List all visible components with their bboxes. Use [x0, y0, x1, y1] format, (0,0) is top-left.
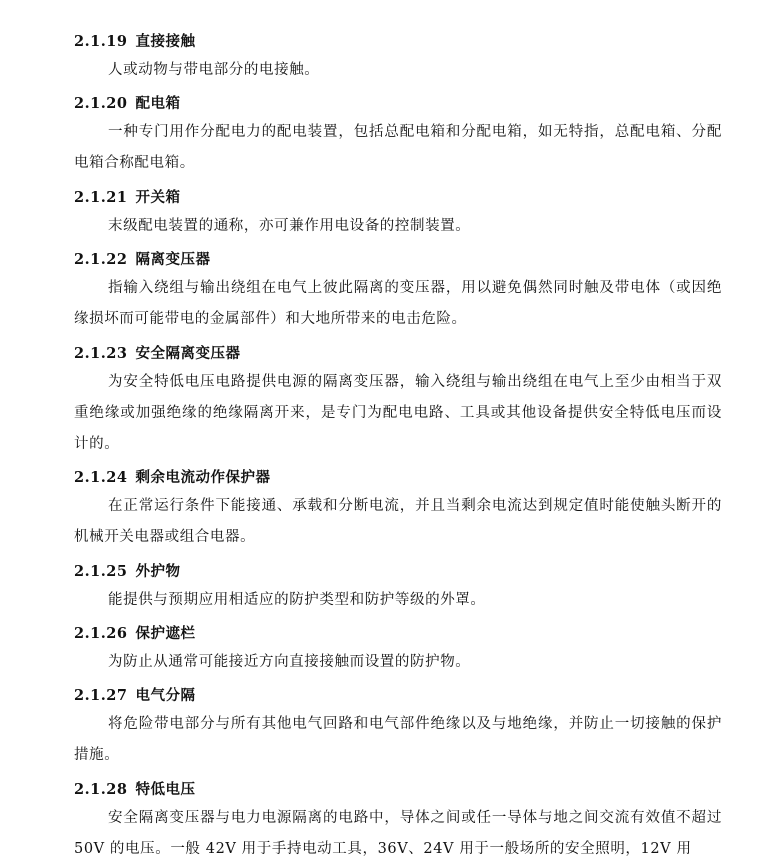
term-heading-2-1-21 — [74, 186, 180, 207]
term-heading-2-1-26 — [74, 622, 195, 643]
term-title: 剩余电流动作保护器 — [135, 469, 271, 486]
term-title: 配电箱 — [135, 95, 181, 112]
term-heading-2-1-28 — [74, 778, 195, 799]
term-heading-2-1-25 — [74, 560, 180, 581]
term-definition-2-1-26: 为防止从通常可能接近方向直接接触而设置的防护物。 — [108, 654, 471, 670]
term-heading-2-1-24 — [74, 466, 270, 487]
term-heading-2-1-20 — [74, 92, 180, 113]
term-title: 电气分隔 — [135, 687, 196, 704]
term-definition-2-1-25: 能提供与预期应用相适应的防护类型和防护等级的外罩。 — [108, 592, 486, 608]
term-title: 特低电压 — [135, 781, 196, 798]
term-definition-2-1-22: 指输入绕组与输出绕组在电气上彼此隔离的变压器，用以避免偶然同时触及带电体（或因绝缘损坏而可能带电的金属部件）和大地所带来的电击危险。 — [74, 280, 722, 327]
term-definition-2-1-19: 人或动物与带电部分的电接触。 — [108, 62, 320, 78]
term-title: 安全隔离变压器 — [135, 345, 241, 362]
term-heading-2-1-23 — [74, 342, 240, 363]
term-number: 2.1.25 — [74, 563, 128, 580]
term-number: 2.1.23 — [74, 345, 128, 362]
term-title: 开关箱 — [135, 189, 181, 206]
term-definition-2-1-24: 在正常运行条件下能接通、承载和分断电流，并且当剩余电流达到规定值时能使触头断开的机械开关电器或组合电器。 — [74, 498, 722, 545]
term-title: 外护物 — [135, 563, 181, 580]
term-heading-2-1-27 — [74, 684, 195, 705]
term-number: 2.1.20 — [74, 95, 128, 112]
term-heading-2-1-19 — [74, 30, 195, 51]
term-number: 2.1.21 — [74, 189, 128, 206]
term-number: 2.1.19 — [74, 33, 128, 50]
term-definition-2-1-27: 将危险带电部分与所有其他电气回路和电气部件绝缘以及与地绝缘，并防止一切接触的保护措施。 — [74, 716, 722, 763]
term-definition-2-1-21: 末级配电装置的通称，亦可兼作用电设备的控制装置。 — [108, 218, 471, 234]
term-definition-2-1-28: 安全隔离变压器与电力电源隔离的电路中，导体之间或任一导体与地之间交流有效值不超过 50V 的电压。一般 42V 用于手持电动工具，36V、24V 用于一般场所的安全照明，12V 用 — [74, 810, 722, 857]
term-number: 2.1.28 — [74, 781, 128, 798]
term-number: 2.1.27 — [74, 687, 128, 704]
term-number: 2.1.24 — [74, 469, 128, 486]
term-number: 2.1.22 — [74, 251, 128, 268]
term-heading-2-1-22 — [74, 248, 210, 269]
term-title: 保护遮栏 — [135, 625, 196, 642]
term-definition-2-1-20: 一种专门用作分配电力的配电装置，包括总配电箱和分配电箱，如无特指，总配电箱、分配电箱合称配电箱。 — [74, 124, 722, 171]
term-number: 2.1.26 — [74, 625, 128, 642]
term-definition-2-1-23: 为安全特低电压电路提供电源的隔离变压器，输入绕组与输出绕组在电气上至少由相当于双重绝缘或加强绝缘的绝缘隔离开来，是专门为配电电路、工具或其他设备提供安全特低电压而设计的。 — [74, 374, 722, 452]
term-title: 直接接触 — [135, 33, 196, 50]
term-title: 隔离变压器 — [135, 251, 211, 268]
